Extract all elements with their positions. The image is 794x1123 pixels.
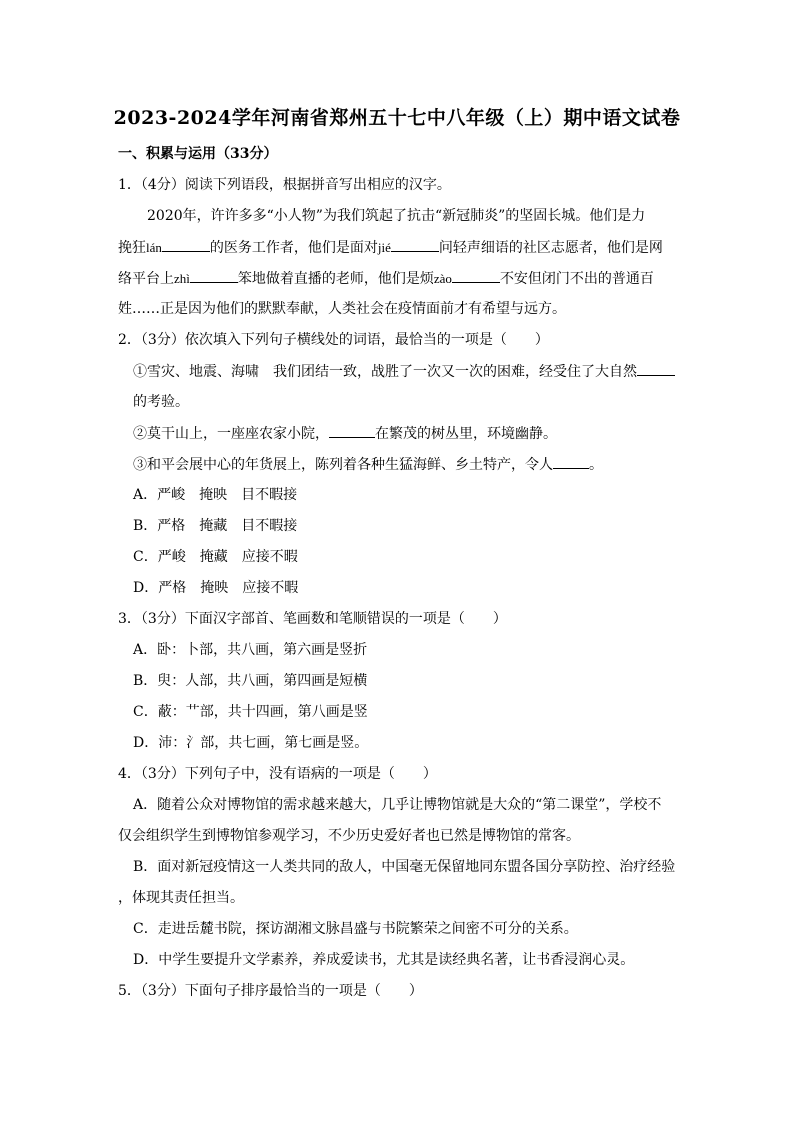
- q2-sentence3: [133, 454, 603, 475]
- q3-option-b[interactable]: B．臾：人部，共八画，第四画是短横: [133, 673, 368, 689]
- q1-para-line2: [118, 237, 663, 258]
- q4-option-b[interactable]: B．面对新冠疫情这一人类共同的敌人，中国毫无保留地同东盟各国分享防控、治疗经验: [133, 859, 676, 875]
- q2-sentence1: [133, 361, 675, 382]
- q4-stem: 4．（3分）下列句子中，没有语病的一项是（ ）: [118, 766, 437, 782]
- q2-option-d[interactable]: D．严格 掩映 应接不暇: [133, 580, 299, 596]
- q3-option-a[interactable]: A．卧：卜部，共八画，第六画是竖折: [133, 642, 368, 658]
- q1-para-line4: 姓……正是因为他们的默默奉献，人类社会在疫情面前才有希望与远方。: [118, 301, 566, 317]
- q3-option-c[interactable]: C．蔽：艹部，共十四画，第八画是竖: [133, 704, 368, 720]
- text: ②莫干山上，一座座农家小院，: [133, 426, 329, 442]
- q2-blank3[interactable]: [553, 454, 589, 469]
- pinyin-zao: zào: [433, 271, 452, 286]
- text: 的医务工作者，他们是面对: [209, 240, 378, 256]
- q1-para-line1: 2020年，许许多多“小人物”为我们筑起了抗击“新冠肺炎”的坚固长城。他们是力: [147, 208, 646, 224]
- q2-option-a[interactable]: A．严峻 掩映 目不暇接: [133, 487, 298, 503]
- q5-stem: 5．（3分）下面句子排序最恰当的一项是（ ）: [118, 983, 423, 999]
- q4-option-c[interactable]: C．走进岳麓书院，探访湖湘文脉昌盛与书院繁荣之间密不可分的关系。: [133, 921, 578, 937]
- text: 。: [589, 457, 603, 473]
- q2-sentence2: [133, 423, 557, 444]
- pinyin-jie: jié: [377, 240, 391, 255]
- blank-zhi[interactable]: [190, 268, 238, 283]
- q3-stem: 3．（3分）下面汉字部首、笔画数和笔顺错误的一项是（ ）: [118, 611, 507, 627]
- blank-zao[interactable]: [452, 268, 500, 283]
- text: 挽狂: [118, 240, 146, 256]
- q3-option-d[interactable]: D．沛：氵部，共七画，第七画是竖。: [133, 735, 369, 751]
- q2-sentence1-cont: 的考验。: [133, 394, 189, 410]
- q2-option-c[interactable]: C．严峻 掩藏 应接不暇: [133, 549, 298, 565]
- text: 络平台上: [118, 271, 174, 287]
- text: 不安但闭门不出的普通百: [499, 271, 654, 287]
- q1-para-line3: [118, 268, 654, 289]
- pinyin-lan: lán: [146, 240, 162, 255]
- q4-option-d[interactable]: D．中学生要提升文学素养，养成爱读书，尤其是读经典名著，让书香浸润心灵。: [133, 952, 635, 968]
- q4-option-b-cont: ，体现其责任担当。: [118, 890, 244, 906]
- q1-stem: 1．（4分）阅读下列语段，根据拼音写出相应的汉字。: [118, 177, 451, 193]
- pinyin-zhi: zhì: [174, 271, 190, 286]
- blank-lan[interactable]: [162, 237, 210, 252]
- text: ③和平会展中心的年货展上，陈列着各种生猛海鲜、乡土特产，令人: [133, 457, 553, 473]
- text: ①雪灾、地震、海啸 我们团结一致，战胜了一次又一次的困难，经受住了大自然: [133, 364, 637, 380]
- q2-stem: 2．（3分）依次填入下列句子横线处的词语，最恰当的一项是（ ）: [118, 332, 549, 348]
- section-heading: 一、积累与运用（33分）: [118, 146, 278, 162]
- blank-jie[interactable]: [391, 237, 439, 252]
- q2-blank1[interactable]: [637, 361, 675, 376]
- q2-blank2[interactable]: [329, 423, 375, 438]
- q2-option-b[interactable]: B．严格 掩藏 目不暇接: [133, 518, 298, 534]
- text: 问轻声细语的社区志愿者，他们是网: [438, 240, 663, 256]
- q4-option-a[interactable]: A．随着公众对博物馆的需求越来越大，几乎让博物馆就是大众的“第二课堂”，学校不: [133, 797, 662, 813]
- text: 在繁茂的树丛里，环境幽静。: [375, 426, 557, 442]
- exam-title: 2023-2024学年河南省郑州五十七中八年级（上）期中语文试卷: [113, 107, 681, 129]
- text: 笨地做着直播的老师，他们是烦: [237, 271, 434, 287]
- q4-option-a-cont: 仅会组织学生到博物馆参观学习，不少历史爱好者也已然是博物馆的常客。: [118, 828, 580, 844]
